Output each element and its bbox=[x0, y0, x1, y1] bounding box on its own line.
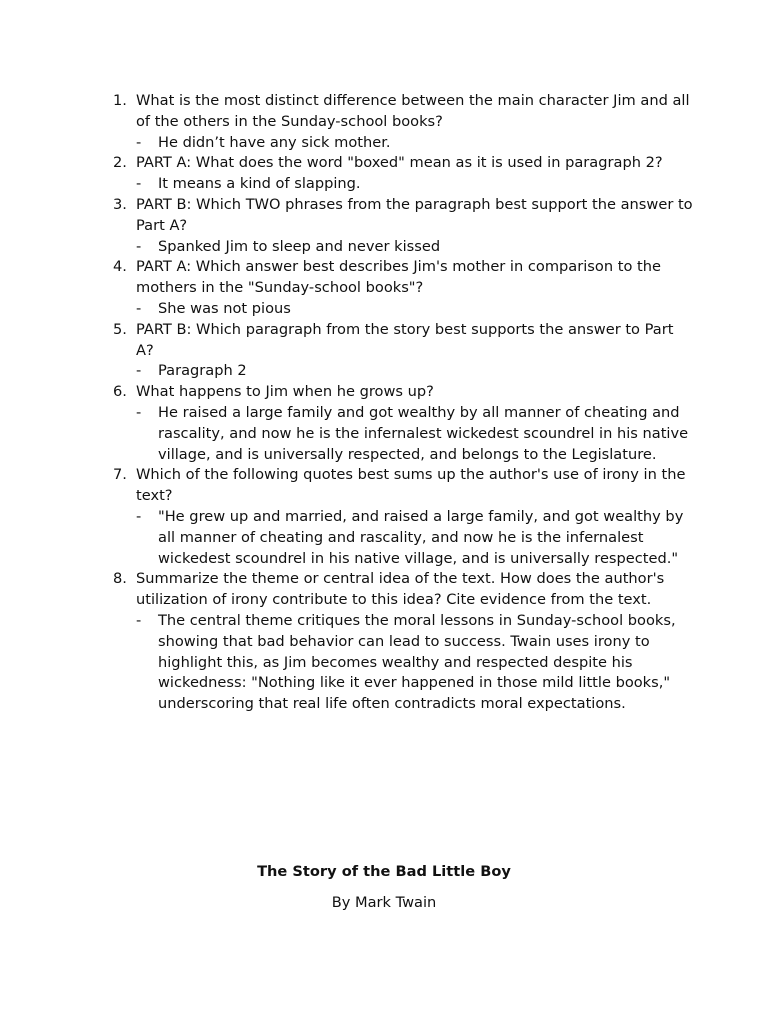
story-title: The Story of the Bad Little Boy bbox=[257, 863, 511, 880]
question-number: 4. bbox=[113, 258, 127, 276]
question-number: 2. bbox=[113, 154, 127, 172]
question-text: What happens to Jim when he grows up? bbox=[136, 383, 434, 401]
question-text: What is the most distinct difference between the main character Jim and all of the others in the Sunday-school books? bbox=[136, 92, 690, 130]
question-text: PART A: Which answer best describes Jim's mother in comparison to the mothers in the "Sunday-school books"? bbox=[136, 258, 661, 297]
question-item bbox=[113, 153, 693, 195]
answer-item bbox=[136, 507, 693, 569]
answer-text: She was not pious bbox=[158, 299, 291, 317]
question-number: 3. bbox=[113, 195, 127, 213]
question-item bbox=[113, 382, 693, 465]
answer-text: He didn’t have any sick mother. bbox=[158, 133, 391, 151]
answer-dash: - bbox=[136, 507, 142, 525]
answer-item bbox=[136, 611, 693, 715]
answer-text: Paragraph 2 bbox=[158, 362, 247, 380]
answer-item bbox=[136, 237, 693, 258]
question-item bbox=[113, 465, 693, 569]
answer-item bbox=[136, 299, 693, 320]
answer-text: The central theme critiques the moral lessons in Sunday-school books, showing that bad behavior can lead to success. Twain uses irony to highlight this, as Jim becomes wealthy and respected despite his wickedness: "Nothing like it ever happened in those mild little books," underscoring that real life often contradicts moral expectations. bbox=[158, 611, 676, 713]
story-byline: By Mark Twain bbox=[331, 894, 437, 911]
question-list bbox=[113, 91, 693, 715]
question-item bbox=[113, 569, 693, 715]
answer-dash: - bbox=[136, 237, 142, 255]
answer-text: "He grew up and married, and raised a large family, and got wealthy by all manner of cheating and rascality, and now he is the infernalest wickedest scoundrel in his native village, and is universally respected." bbox=[158, 507, 684, 567]
answer-item bbox=[136, 361, 693, 382]
answer-dash: - bbox=[136, 175, 142, 193]
answer-dash: - bbox=[136, 362, 142, 380]
question-number: 7. bbox=[113, 466, 127, 484]
answer-text: Spanked Jim to sleep and never kissed bbox=[158, 237, 441, 255]
question-number: 6. bbox=[113, 383, 127, 401]
answer-dash: - bbox=[136, 299, 142, 317]
answer-text: He raised a large family and got wealthy by all manner of cheating and rascality, and now he is the infernalest wickedest scoundrel in his native village, and is universally respected, and belongs to the Legislature. bbox=[158, 403, 689, 463]
question-text: PART B: Which paragraph from the story best supports the answer to Part A? bbox=[136, 320, 674, 359]
question-number: 5. bbox=[113, 320, 127, 338]
answer-text: It means a kind of slapping. bbox=[158, 175, 361, 193]
question-text: PART A: What does the word "boxed" mean as it is used in paragraph 2? bbox=[136, 154, 663, 172]
question-text: PART B: Which TWO phrases from the paragraph best support the answer to Part A? bbox=[136, 195, 693, 234]
question-item bbox=[113, 195, 693, 257]
question-item bbox=[113, 320, 693, 382]
answer-dash: - bbox=[136, 133, 142, 151]
question-item bbox=[113, 91, 693, 153]
answer-item bbox=[136, 174, 693, 195]
answer-item bbox=[136, 133, 693, 154]
answer-item bbox=[136, 403, 693, 465]
answer-dash: - bbox=[136, 403, 142, 421]
question-text: Summarize the theme or central idea of the text. How does the author's utilization of irony contribute to this idea? Cite evidence from the text. bbox=[136, 570, 665, 609]
question-item bbox=[113, 257, 693, 319]
answer-dash: - bbox=[136, 611, 142, 629]
question-text: Which of the following quotes best sums up the author's use of irony in the text? bbox=[136, 466, 686, 505]
question-number: 8. bbox=[113, 570, 127, 588]
question-number: 1. bbox=[113, 92, 127, 109]
